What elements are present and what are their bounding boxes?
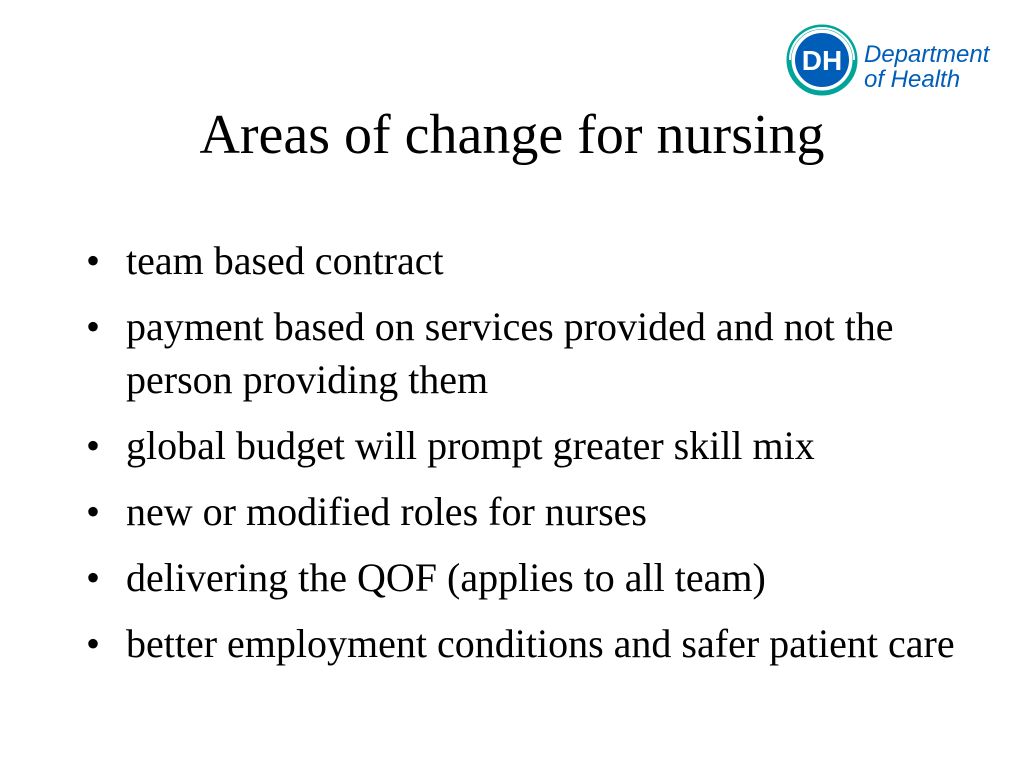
bullet-dot: •: [86, 555, 101, 600]
bullet-item: [86, 419, 966, 472]
bullet-dot: •: [86, 489, 101, 534]
bullet-item: [86, 551, 966, 604]
dh-mark-icon: [784, 22, 862, 98]
slide-title: Areas of change for nursing: [199, 104, 825, 166]
bullet-text: better employment conditions and safer patient care: [126, 621, 955, 666]
bullet-item: [86, 300, 966, 406]
logo-line-department: Department: [864, 41, 990, 68]
bullet-text: global budget will prompt greater skill mix: [126, 423, 815, 468]
bullet-text: new or modified roles for nurses: [126, 489, 647, 534]
bullet-text: delivering the QOF (applies to all team): [126, 555, 766, 600]
bullet-item: [86, 485, 966, 538]
bullet-dot: •: [86, 238, 101, 283]
bullet-text: team based contract: [126, 238, 444, 283]
bullet-item: [86, 234, 966, 287]
bullet-dot: •: [86, 423, 101, 468]
bullet-text: payment based on services provided and not the person providing them: [126, 304, 894, 402]
bullet-dot: •: [86, 304, 101, 349]
department-of-health-logo: [784, 22, 1004, 98]
bullet-list: [86, 234, 966, 683]
bullet-dot: •: [86, 621, 101, 666]
logo-line-of-health: of Health: [864, 66, 961, 93]
bullet-item: [86, 617, 966, 670]
dh-mark-text: DH: [801, 45, 843, 76]
logo-wordmark: [864, 42, 989, 92]
